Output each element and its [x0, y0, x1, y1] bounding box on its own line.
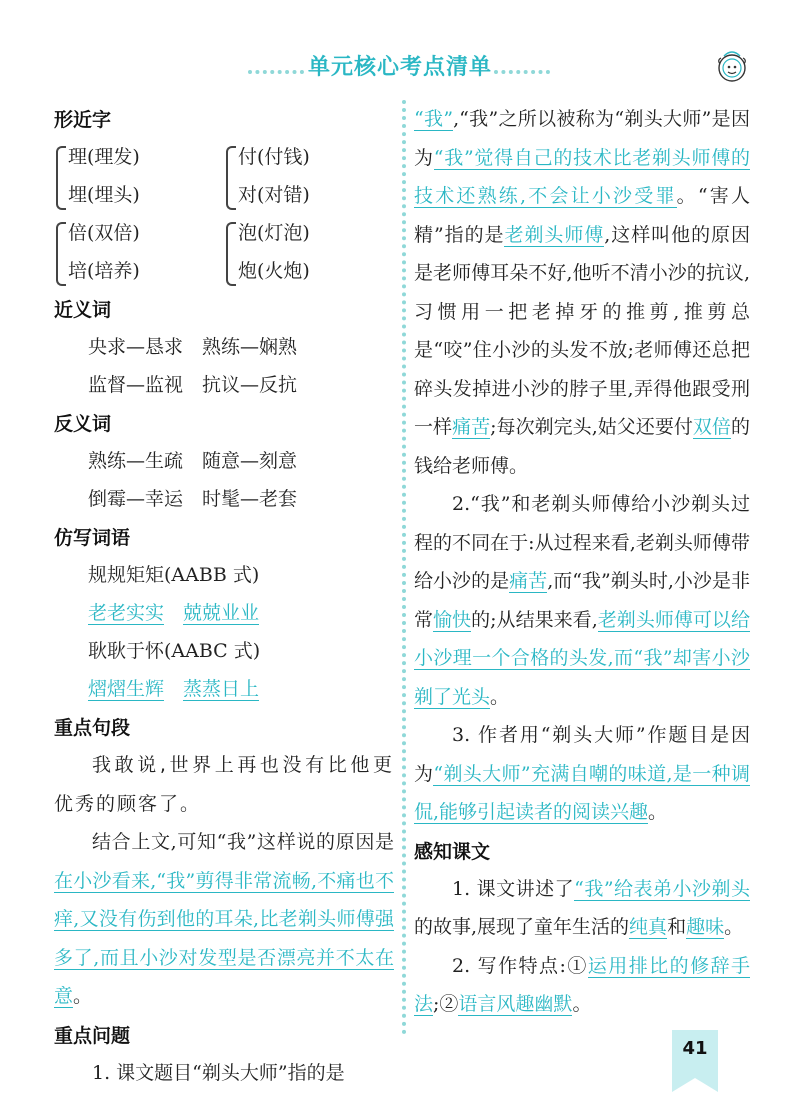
- answer-text: “我”给表弟小沙剃头: [574, 877, 750, 900]
- answer-text: 双倍: [692, 416, 731, 438]
- question-3: [414, 716, 750, 832]
- char-item: 泡(灯泡): [238, 222, 310, 244]
- text: ;②: [433, 993, 459, 1015]
- question-1-answer: [414, 100, 750, 485]
- text: 。: [724, 916, 744, 938]
- char-item: 炮(火炮): [238, 260, 310, 282]
- answer-text: “我”: [414, 108, 454, 130]
- page-header: [0, 50, 800, 82]
- text: 。: [572, 993, 592, 1015]
- answer-word: 熠熠生辉: [88, 678, 165, 700]
- char-group: [54, 138, 224, 214]
- header-dots-right: [494, 70, 550, 74]
- char-item: 埋(埋头): [68, 184, 140, 206]
- perceive-item-2: [414, 947, 750, 1024]
- section-title-key-questions: 重点问题: [54, 1024, 131, 1047]
- answer-text: “剃头大师”充满自嘲的味道,是一种调侃,能够引起读者的阅读兴趣: [414, 762, 750, 823]
- answer-text: 语言风趣幽默: [458, 993, 573, 1015]
- text: 的故事,展现了童年生活的: [414, 916, 630, 938]
- page-number-tab: [672, 1030, 718, 1078]
- text: 。: [73, 985, 93, 1007]
- page-title: 单元核心考点清单: [307, 55, 492, 80]
- synonym-row: 监督—监视 抗议—反抗: [88, 374, 298, 396]
- antonym-row: 熟练—生疏 随意—刻意: [88, 450, 298, 472]
- answer-text: 痛苦: [509, 570, 548, 592]
- similar-chars-pair-2: [54, 214, 394, 290]
- char-item: 培(培养): [68, 260, 140, 282]
- section-title-imitation-words: 仿写词语: [54, 527, 131, 549]
- text: 1. 课文讲述了: [452, 877, 575, 900]
- answer-text: “我”觉得自己的技术比老剃头师傅的技术还熟练,不会让小沙受罪: [414, 146, 750, 207]
- answer-word: 蒸蒸日上: [183, 678, 260, 700]
- perceive-item-1: [414, 870, 750, 947]
- char-group: [54, 214, 224, 290]
- question-2: [414, 485, 750, 716]
- text: 的;从结果来看,: [471, 608, 598, 631]
- char-item: 对(对错): [238, 184, 310, 206]
- answer-text: 愉快: [433, 608, 472, 631]
- answer-text: 在小沙看来,“我”剪得非常流畅,不痛也不痒,又没有伤到他的耳朵,比老剃头师傅强多了,而且小沙对发型是否漂亮并不太在意: [54, 869, 394, 1007]
- answer-text: 运用排比的修辞手法: [414, 954, 750, 1015]
- column-divider: [402, 100, 406, 1035]
- text: 和: [667, 916, 687, 938]
- text: ;每次剃完头,姑父还要付: [490, 416, 693, 438]
- synonym-row: 央求—恳求 熟练—娴熟: [88, 336, 298, 358]
- answer-text: 痛苦: [452, 416, 491, 438]
- answer-row: [54, 594, 394, 632]
- right-column: [414, 100, 750, 1024]
- text: ,这样叫他的原因是老师傅耳朵不好,他听不清小沙的抗议,习惯用一把老掉牙的推剪,推剪总是“咬”住小沙的头发不放;老师傅还总把碎头发掉进小沙的脖子里,弄得他跟受刑一样: [414, 223, 750, 438]
- section-title-synonyms: 近义词: [54, 299, 112, 321]
- answer-text: 老剃头师傅: [504, 223, 605, 246]
- char-group: [224, 138, 394, 214]
- text: 。: [648, 801, 668, 823]
- text: 结合上文,可知“我”这样说的原因是: [92, 831, 394, 853]
- text: 。: [490, 685, 510, 708]
- section-title-key-passages: 重点句段: [54, 717, 131, 739]
- answer-word: 老老实实: [88, 602, 165, 624]
- similar-chars-pair-1: [54, 138, 394, 214]
- section-title-antonyms: 反义词: [54, 413, 112, 435]
- header-dots-left: [248, 70, 304, 74]
- key-passage-analysis: [54, 823, 394, 1016]
- answer-text: 纯真: [629, 916, 668, 938]
- pattern-example: 耿耿于怀(AABC 式): [88, 640, 261, 662]
- char-item: 理(理发): [68, 146, 140, 168]
- char-item: 付(付钱): [238, 146, 310, 168]
- text: 的钱给老师傅。: [414, 416, 750, 477]
- quoted-sentence: 我敢说,世界上再也没有比他更优秀的顾客了。: [54, 754, 394, 815]
- text: 3. 作者用“剃头大师”作题目是因为: [414, 724, 750, 785]
- header-logo-icon: [714, 50, 750, 84]
- pattern-example: 规规矩矩(AABB 式): [88, 564, 260, 586]
- section-title-similar-chars: 形近字: [54, 109, 112, 131]
- page-number: 41: [682, 1038, 708, 1059]
- antonym-row: 倒霉—幸运 时髦—老套: [88, 488, 298, 510]
- section-title-perceive-text: 感知课文: [414, 840, 491, 863]
- text: ,而“我”剃头时,小沙是非常: [414, 570, 750, 631]
- text: 2. 写作特点:①: [452, 954, 588, 977]
- text: 。“害人精”指的是: [414, 185, 750, 246]
- question-1-start: 1. 课文题目“剃头大师”指的是: [92, 1061, 345, 1084]
- text: 2.“我”和老剃头师傅给小沙剃头过程的不同在于:从过程来看,老剃头师傅带给小沙的是: [414, 493, 750, 592]
- answer-text: 老剃头师傅可以给小沙理一个合格的头发,而“我”却害小沙剃了光头: [414, 608, 750, 708]
- answer-row: [54, 670, 394, 708]
- left-column: [54, 100, 394, 1092]
- answer-word: 兢兢业业: [183, 602, 260, 624]
- char-group: [224, 214, 394, 290]
- text: ,“我”之所以被称为“剃头大师”是因为: [414, 108, 750, 169]
- char-item: 倍(双倍): [68, 222, 140, 244]
- answer-text: 趣味: [686, 916, 725, 938]
